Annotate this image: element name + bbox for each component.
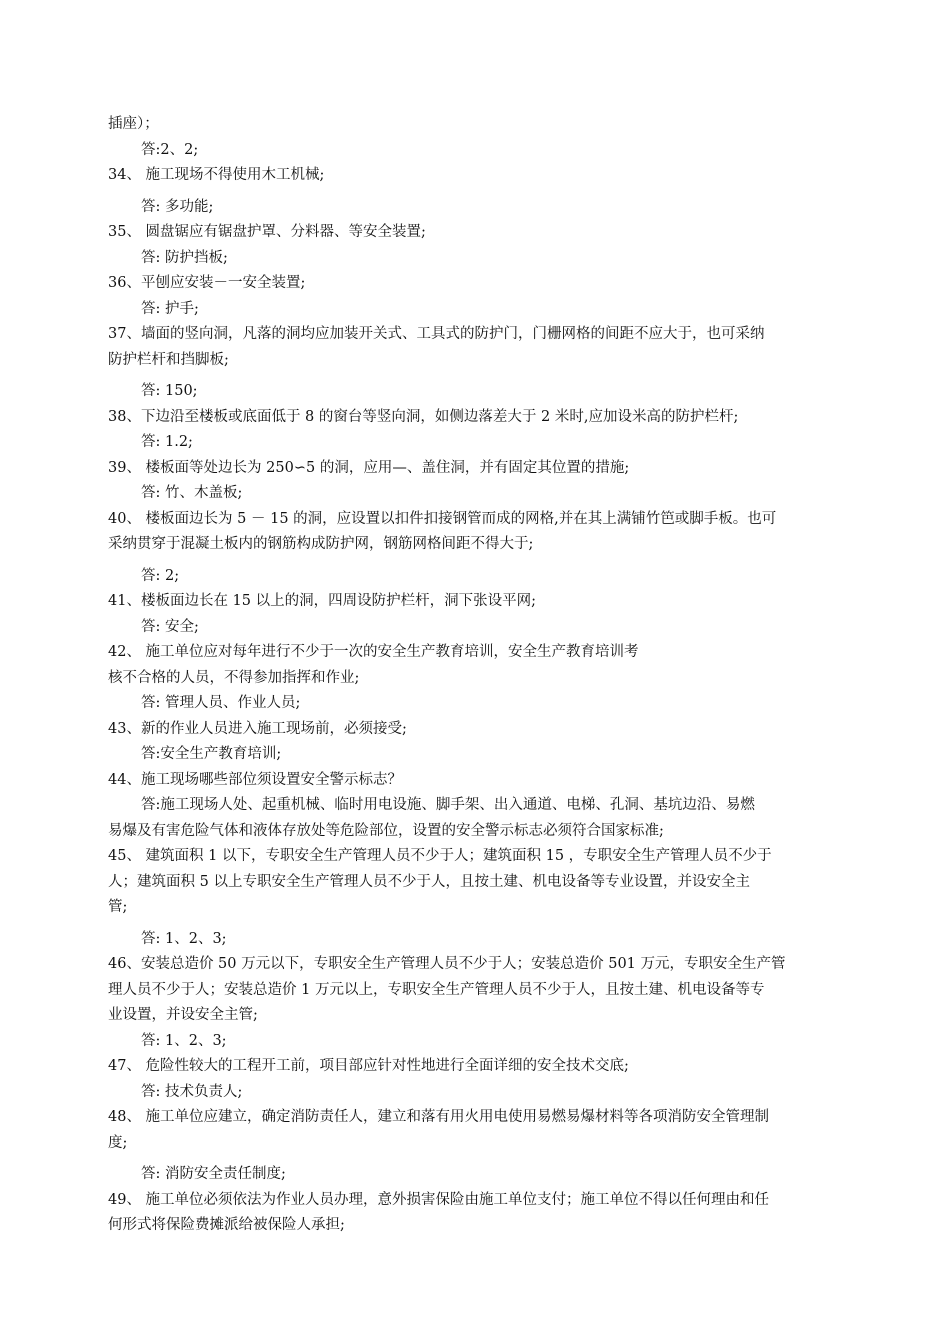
answer-line: 答: 1.2; <box>141 434 193 450</box>
answer-line: 答: 竹、木盖板; <box>141 485 243 501</box>
question-line: 38、下边沿至楼板或底面低于 8 的窗台等竖向洞，如侧边落差大于 2 米时,应加设米高的防护栏杆; <box>108 408 739 425</box>
question-line: 管; <box>108 899 128 915</box>
answer-line: 答: 150; <box>141 383 198 399</box>
question-line: 防护栏杆和挡脚板; <box>108 351 229 368</box>
answer-line: 答: 1、2、3; <box>141 930 227 947</box>
question-line: 40、 楼板面边长为 5 － 15 的洞，应设置以扣件扣接钢管而成的网格,并在其上满铺竹笆或脚手板。也可 <box>108 510 777 527</box>
answer-line: 答: 消防安全责任制度; <box>141 1166 286 1182</box>
answer-line: 答:安全生产教育培训; <box>141 746 282 762</box>
question-line: 49、 施工单位必须依法为作业人员办理，意外损害保险由施工单位支付；施工单位不得以任何理由和任 <box>108 1191 770 1208</box>
question-line: 42、 施工单位应对每年进行不少于一次的安全生产教育培训，安全生产教育培训考 <box>108 644 639 660</box>
answer-line: 答: 防护挡板; <box>141 249 228 266</box>
question-line: 41、楼板面边长在 15 以上的洞，四周设防护栏杆，洞下张设平网; <box>108 593 537 609</box>
question-line: 43、新的作业人员进入施工现场前，必须接受; <box>108 720 407 737</box>
question-line: 35、 圆盘锯应有锯盘护罩、分料器、等安全装置; <box>108 224 426 240</box>
document-body <box>108 112 838 1239</box>
question-line: 37、墙面的竖向洞，凡落的洞均应加装开关式、工具式的防护门，门栅网格的间距不应大于，也可采纳 <box>108 326 765 342</box>
answer-line: 答: 技术负责人; <box>141 1083 243 1100</box>
question-line: 核不合格的人员，不得参加指挥和作业; <box>108 669 360 686</box>
question-line: 46、安装总造价 50 万元以下，专职安全生产管理人员不少于人；安装总造价 501 万元，专职安全生产管 <box>108 956 786 972</box>
question-line: 34、 施工现场不得使用木工机械; <box>108 167 325 183</box>
question-line: 44、施工现场哪些部位须设置安全警示标志？ <box>108 771 402 788</box>
question-line: 插座）； <box>108 116 159 132</box>
question-line: 36、平刨应安装－一安全装置; <box>108 275 306 291</box>
answer-line: 答: 1、2、3; <box>141 1032 227 1049</box>
answer-line: 答: 安全; <box>141 618 199 635</box>
answer-line: 答: 多功能; <box>141 198 214 215</box>
question-line: 47、 危险性较大的工程开工前，项目部应针对性地进行全面详细的安全技术交底; <box>108 1058 629 1074</box>
answer-line: 答: 护手; <box>141 300 199 317</box>
answer-line: 答: 管理人员、作业人员; <box>141 695 301 711</box>
answer-line: 答:施工现场人处、起重机械、临时用电设施、脚手架、出入通道、电梯、孔洞、基坑边沿、易燃 <box>141 797 755 813</box>
question-line: 采纳贯穿于混凝土板内的钢筋构成防护网，钢筋网格间距不得大于; <box>108 536 534 552</box>
question-line: 何形式将保险费摊派给被保险人承担; <box>108 1217 345 1233</box>
question-line: 易爆及有害危险气体和液体存放处等危险部位，设置的安全警示标志必须符合国家标准; <box>108 822 664 839</box>
question-line: 48、 施工单位应建立，确定消防责任人，建立和落有用火用电使用易燃易爆材料等各项消防安全管理制 <box>108 1109 770 1125</box>
answer-line: 答:2、2; <box>141 141 199 158</box>
answer-line: 答: 2; <box>141 567 180 584</box>
question-line: 45、 建筑面积 1 以下，专职安全生产管理人员不少于人；建筑面积 15 ，专职安全生产管理人员不少于 <box>108 848 772 864</box>
question-line: 人；建筑面积 5 以上专职安全生产管理人员不少于人，且按土建、机电设备等专业设置，并设安全主 <box>108 873 750 890</box>
question-line: 理人员不少于人；安装总造价 1 万元以上，专职安全生产管理人员不少于人，且按土建、机电设备等专 <box>108 981 765 998</box>
question-line: 度; <box>108 1134 128 1151</box>
question-line: 业设置，并设安全主管; <box>108 1007 258 1023</box>
question-line: 39、 楼板面等处边长为 250∽5 的洞，应用—、盖住洞，并有固定其位置的措施; <box>108 459 630 476</box>
